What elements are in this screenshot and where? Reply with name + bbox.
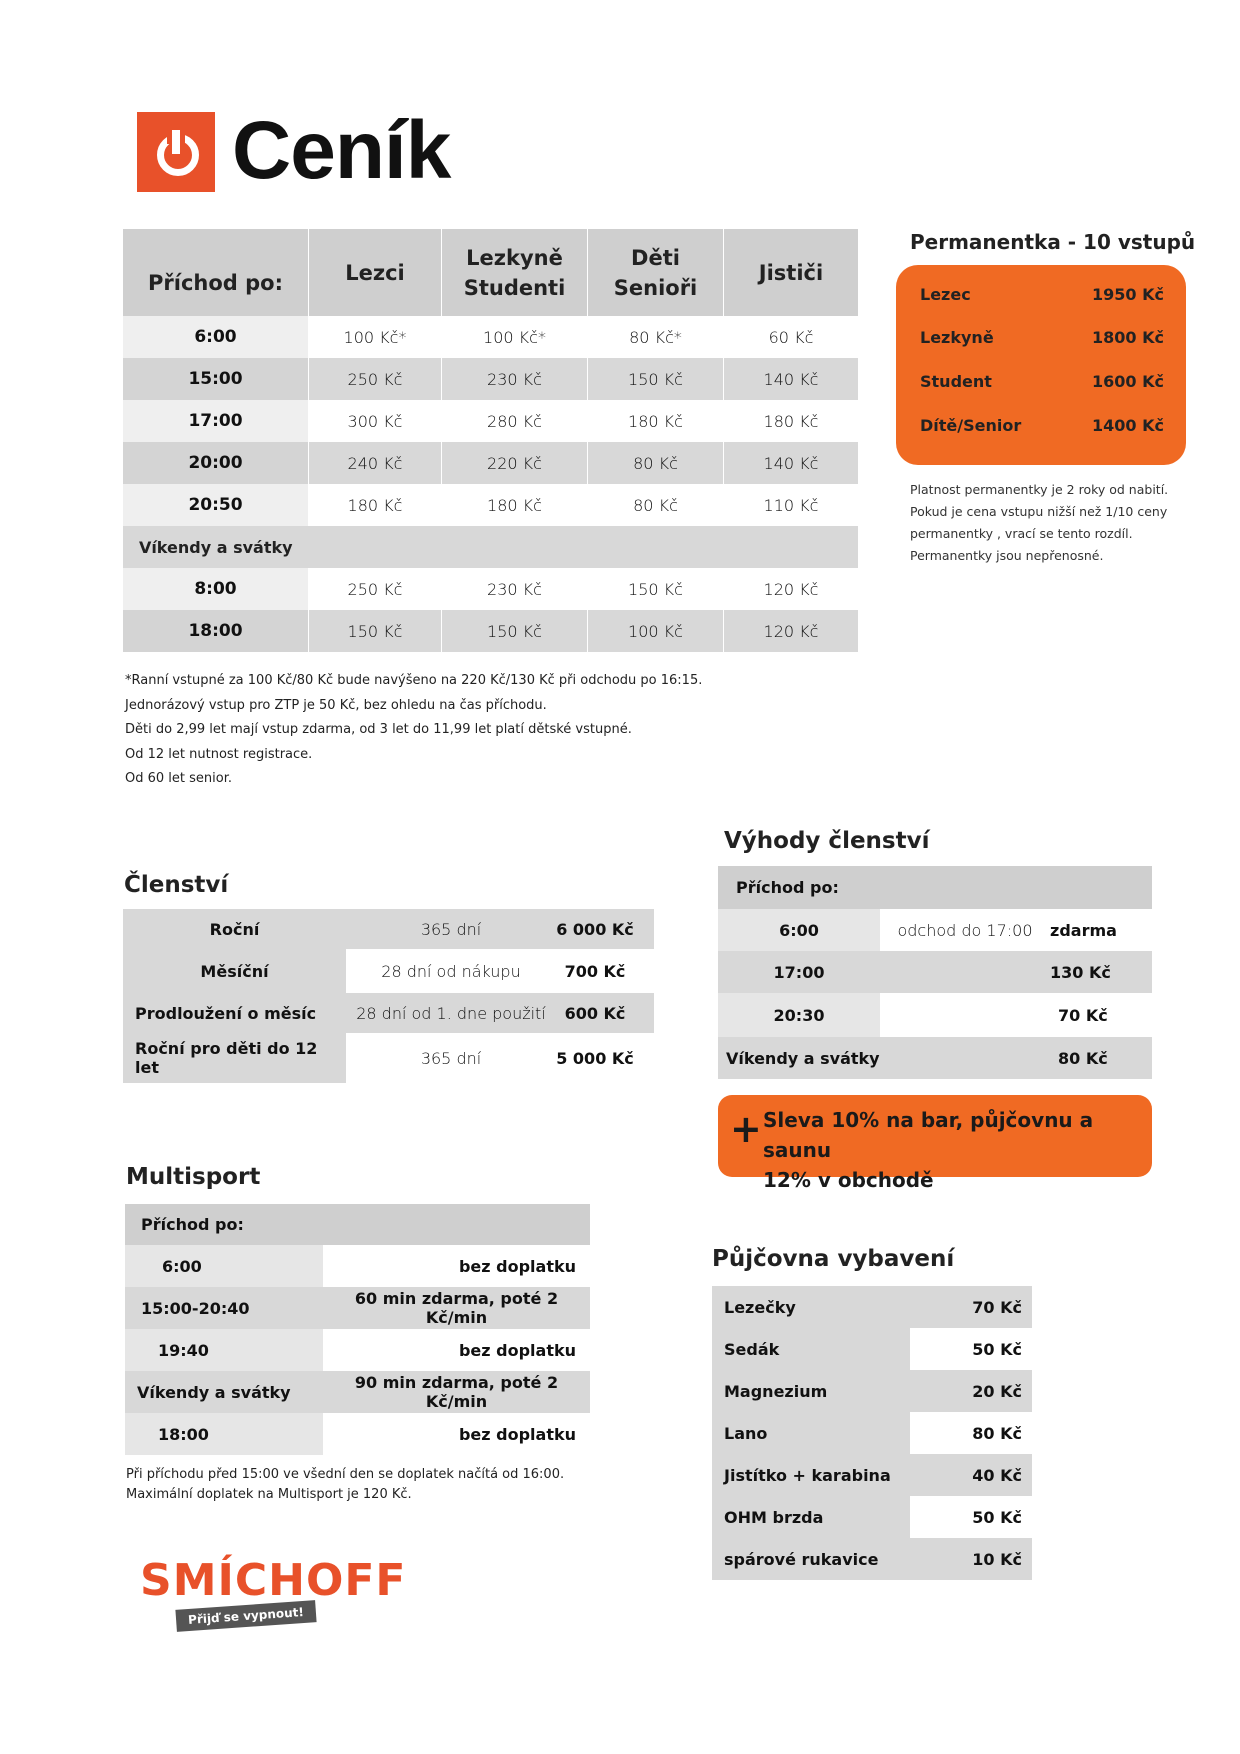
vyhody-table xyxy=(718,866,1152,1079)
clenstvi-price: 6 000 Kč xyxy=(556,909,654,949)
multisport-value: bez doplatku xyxy=(323,1413,590,1455)
clenstvi-duration: 365 dní xyxy=(346,1033,556,1083)
note-line: Pokud je cena vstupu nižší než 1/10 ceny xyxy=(910,504,1168,519)
multisport-notes xyxy=(126,1465,564,1505)
permanentka-row: Student 1600 Kč xyxy=(920,372,1164,391)
time-cell: 17:00 xyxy=(123,400,309,442)
price-cell: 250 Kč xyxy=(309,358,442,400)
vyhody-time: 6:00 xyxy=(718,909,880,951)
table-row xyxy=(123,400,858,442)
table-row xyxy=(123,316,858,358)
table-row xyxy=(718,951,1152,993)
header-lezkyne: Lezkyně Studenti xyxy=(442,229,588,316)
clenstvi-duration: 28 dní od nákupu xyxy=(346,949,556,993)
vyhody-time: Víkendy a svátky xyxy=(718,1037,880,1079)
table-row xyxy=(123,909,654,949)
clenstvi-price: 600 Kč xyxy=(556,993,654,1033)
clenstvi-price: 5 000 Kč xyxy=(556,1033,654,1083)
clenstvi-title: Členství xyxy=(124,872,229,898)
table-row xyxy=(123,610,858,652)
price-cell: 230 Kč xyxy=(442,568,588,610)
price-cell: 120 Kč xyxy=(724,610,859,652)
pujcovna-item: OHM brzda xyxy=(712,1496,910,1538)
multisport-value: bez doplatku xyxy=(323,1245,590,1287)
table-row xyxy=(125,1371,590,1413)
price-cell: 180 Kč xyxy=(442,484,588,526)
multisport-time: 18:00 xyxy=(125,1413,323,1455)
vyhody-value: 130 Kč xyxy=(1050,951,1152,993)
time-cell: 20:50 xyxy=(123,484,309,526)
pujcovna-item: Lano xyxy=(712,1412,910,1454)
table-row xyxy=(712,1286,1032,1328)
price-cell: 180 Kč xyxy=(724,400,859,442)
note-line: Děti do 2,99 let mají vstup zdarma, od 3 let do 11,99 let platí dětské vstupné. xyxy=(125,722,632,737)
clenstvi-table xyxy=(123,909,654,1083)
vyhody-value: 80 Kč xyxy=(1050,1037,1152,1079)
table-row xyxy=(123,526,858,568)
time-cell: 6:00 xyxy=(123,316,309,358)
empty-cell xyxy=(724,526,859,568)
logo-power-icon xyxy=(137,112,215,192)
clenstvi-name: Roční xyxy=(123,909,346,949)
vyhody-time: 20:30 xyxy=(718,993,880,1037)
pujcovna-item: Jistítko + karabina xyxy=(712,1454,910,1496)
empty-cell xyxy=(588,526,724,568)
note-line: Jednorázový vstup pro ZTP je 50 Kč, bez ohledu na čas příchodu. xyxy=(125,697,547,713)
pujcovna-price: 80 Kč xyxy=(910,1412,1032,1454)
price-cell: 80 Kč xyxy=(588,442,724,484)
price-cell: 100 Kč* xyxy=(442,316,588,358)
clenstvi-name: Prodloužení o měsíc xyxy=(123,993,346,1033)
clenstvi-duration: 28 dní od 1. dne použití xyxy=(346,993,556,1033)
price-cell: 140 Kč xyxy=(724,442,859,484)
price-cell: 240 Kč xyxy=(309,442,442,484)
price-cell: 180 Kč xyxy=(588,400,724,442)
note-line: Při příchodu před 15:00 ve všední den se doplatek načítá od 16:00. xyxy=(126,1467,565,1482)
page-title: Ceník xyxy=(232,105,451,196)
table-row xyxy=(125,1329,590,1371)
price-cell: 80 Kč xyxy=(588,484,724,526)
multisport-time: 15:00-20:40 xyxy=(125,1287,323,1329)
multisport-value: 90 min zdarma, poté 2 Kč/min xyxy=(323,1371,590,1413)
pujcovna-price: 40 Kč xyxy=(910,1454,1032,1496)
pujcovna-price: 10 Kč xyxy=(910,1538,1032,1580)
table-row xyxy=(718,909,1152,951)
clenstvi-name: Roční pro děti do 12 let xyxy=(123,1033,346,1083)
multisport-header: Příchod po: xyxy=(125,1204,590,1245)
pujcovna-price: 50 Kč xyxy=(910,1328,1032,1370)
multisport-time: 19:40 xyxy=(125,1329,323,1371)
price-cell: 250 Kč xyxy=(309,568,442,610)
multisport-time: 6:00 xyxy=(125,1245,323,1287)
table-row xyxy=(718,1037,1152,1079)
price-cell: 150 Kč xyxy=(309,610,442,652)
note-line: Permanentky jsou nepřenosné. xyxy=(910,548,1104,563)
pujcovna-price: 20 Kč xyxy=(910,1370,1032,1412)
vyhody-header: Příchod po: xyxy=(718,866,1152,909)
header-prichod: Příchod po: xyxy=(123,229,309,316)
vyhody-note: odchod do 17:00 xyxy=(880,909,1050,951)
price-cell: 110 Kč xyxy=(724,484,859,526)
vyhody-note xyxy=(880,1037,1050,1079)
table-row xyxy=(712,1538,1032,1580)
pujcovna-item: Magnezium xyxy=(712,1370,910,1412)
price-cell: 280 Kč xyxy=(442,400,588,442)
price-cell: 150 Kč xyxy=(588,358,724,400)
price-cell: 80 Kč* xyxy=(588,316,724,358)
table-row xyxy=(125,1413,590,1455)
multisport-value: 60 min zdarma, poté 2 Kč/min xyxy=(323,1287,590,1329)
pujcovna-item: spárové rukavice xyxy=(712,1538,910,1580)
table-row xyxy=(123,949,654,993)
time-cell: 20:00 xyxy=(123,442,309,484)
pujcovna-title: Půjčovna vybavení xyxy=(712,1246,955,1272)
permanentka-row: Dítě/Senior 1400 Kč xyxy=(920,416,1164,435)
pujcovna-table xyxy=(712,1286,1032,1580)
table-row xyxy=(712,1454,1032,1496)
price-cell: 230 Kč xyxy=(442,358,588,400)
time-cell: 8:00 xyxy=(123,568,309,610)
clenstvi-duration: 365 dní xyxy=(346,909,556,949)
price-cell: 150 Kč xyxy=(588,568,724,610)
price-notes xyxy=(125,669,702,792)
note-line: Od 12 let nutnost registrace. xyxy=(125,746,313,762)
table-row xyxy=(125,1245,590,1287)
vyhody-note xyxy=(880,951,1050,993)
note-line: Maximální doplatek na Multisport je 120 Kč. xyxy=(126,1487,412,1502)
price-table xyxy=(123,229,858,652)
vyhody-value: zdarma xyxy=(1050,909,1152,951)
price-cell: 150 Kč xyxy=(442,610,588,652)
brand-logo: SMÍCHOFF xyxy=(140,1555,407,1606)
table-row xyxy=(123,358,858,400)
note-line: permanentky , vrací se tento rozdíl. xyxy=(910,526,1133,541)
brand-tagline: Přijď se vypnout! xyxy=(175,1600,316,1632)
discount-box xyxy=(718,1095,1152,1192)
permanentka-title: Permanentka - 10 vstupů xyxy=(910,230,1196,254)
header-lezci: Lezci xyxy=(309,229,442,316)
section-label: Víkendy a svátky xyxy=(123,526,309,568)
pujcovna-price: 70 Kč xyxy=(910,1286,1032,1328)
price-cell: 100 Kč* xyxy=(309,316,442,358)
note-line: Platnost permanentky je 2 roky od nabití. xyxy=(910,482,1169,497)
clenstvi-price: 700 Kč xyxy=(556,949,654,993)
table-row xyxy=(712,1496,1032,1538)
table-row xyxy=(125,1287,590,1329)
price-cell: 220 Kč xyxy=(442,442,588,484)
multisport-title: Multisport xyxy=(126,1164,261,1190)
price-cell: 120 Kč xyxy=(724,568,859,610)
header-jistici: Jističi xyxy=(724,229,859,316)
permanentka-row: Lezkyně 1800 Kč xyxy=(920,328,1164,347)
permanentka-box xyxy=(896,265,1186,465)
multisport-value: bez doplatku xyxy=(323,1329,590,1371)
table-row xyxy=(123,442,858,484)
permanentka-row: Lezec 1950 Kč xyxy=(920,285,1164,304)
pujcovna-price: 50 Kč xyxy=(910,1496,1032,1538)
discount-text: Sleva 10% na bar, půjčovnu a saunu 12% v obchodě xyxy=(763,1108,1094,1192)
note-line: *Ranní vstupné za 100 Kč/80 Kč bude navýšeno na 220 Kč/130 Kč při odchodu po 16:15. xyxy=(125,673,703,688)
vyhody-note xyxy=(880,993,1050,1037)
price-cell: 100 Kč xyxy=(588,610,724,652)
note-line: Od 60 let senior. xyxy=(125,771,232,786)
table-header xyxy=(125,1204,590,1245)
price-cell: 140 Kč xyxy=(724,358,859,400)
plus-icon: + xyxy=(730,1107,762,1151)
table-row xyxy=(718,993,1152,1037)
vyhody-title: Výhody členství xyxy=(724,828,930,854)
time-cell: 15:00 xyxy=(123,358,309,400)
vyhody-value: 70 Kč xyxy=(1050,993,1152,1037)
price-table-header xyxy=(123,229,858,316)
time-cell: 18:00 xyxy=(123,610,309,652)
pujcovna-item: Lezečky xyxy=(712,1286,910,1328)
table-row xyxy=(712,1370,1032,1412)
empty-cell xyxy=(442,526,588,568)
table-row xyxy=(123,1033,654,1083)
table-row xyxy=(712,1328,1032,1370)
header-deti: Děti Senioři xyxy=(588,229,724,316)
clenstvi-name: Měsíční xyxy=(123,949,346,993)
empty-cell xyxy=(309,526,442,568)
pujcovna-item: Sedák xyxy=(712,1328,910,1370)
vyhody-time: 17:00 xyxy=(718,951,880,993)
price-cell: 300 Kč xyxy=(309,400,442,442)
table-header xyxy=(718,866,1152,909)
table-row xyxy=(123,484,858,526)
multisport-time: Víkendy a svátky xyxy=(125,1371,323,1413)
price-cell: 60 Kč xyxy=(724,316,859,358)
table-row xyxy=(712,1412,1032,1454)
table-row xyxy=(123,568,858,610)
price-cell: 180 Kč xyxy=(309,484,442,526)
table-row xyxy=(123,993,654,1033)
permanentka-notes xyxy=(910,479,1168,567)
multisport-table xyxy=(125,1204,590,1455)
